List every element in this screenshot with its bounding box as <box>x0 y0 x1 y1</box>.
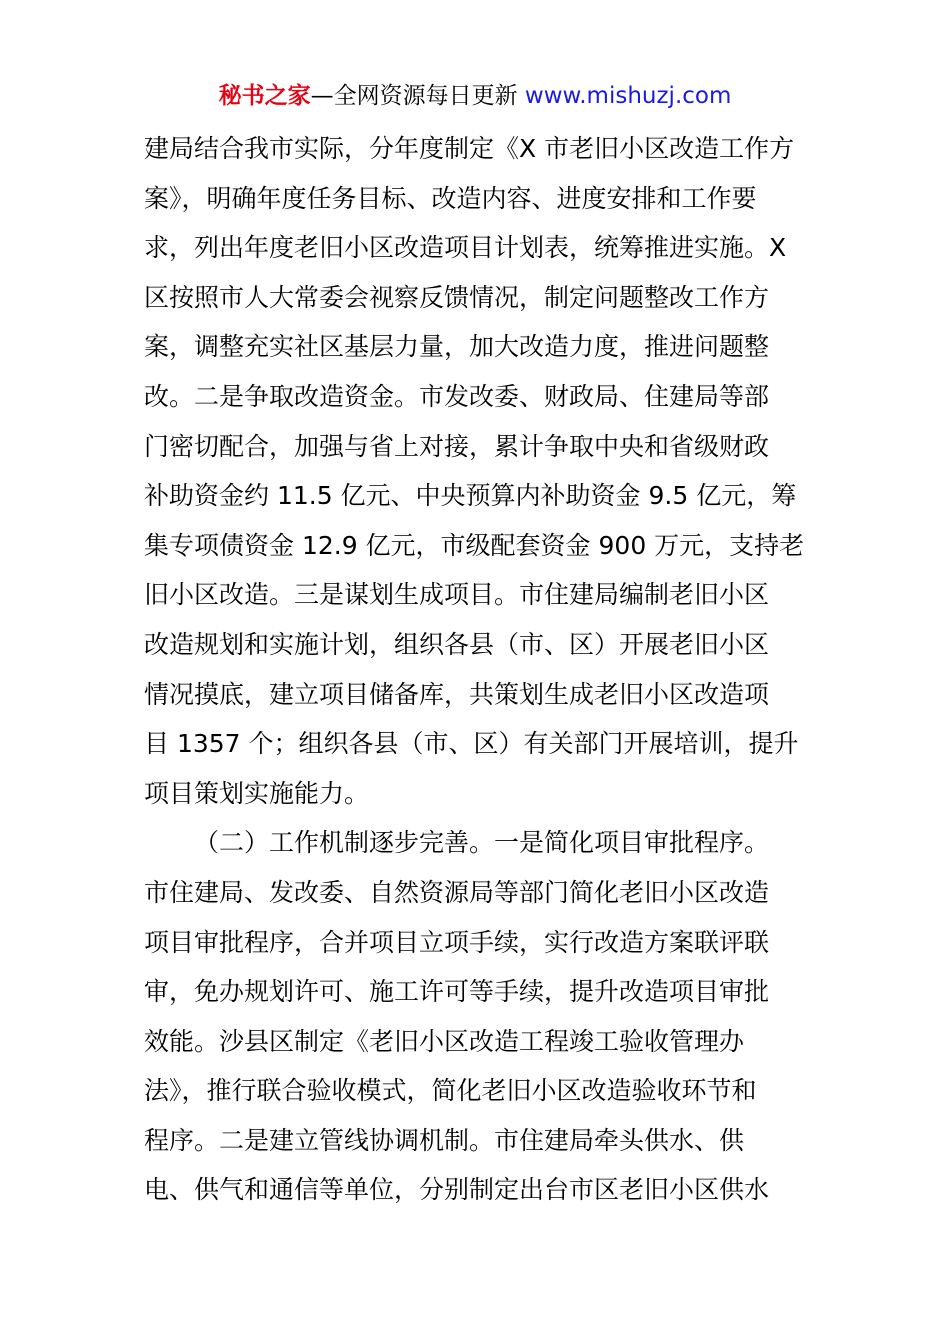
text-line: 情况摸底，建立项目储备库，共策划生成老旧小区改造项 <box>144 679 770 709</box>
section-heading-line: （二）工作机制逐步完善。一是简化项目审批程序。 <box>194 828 770 858</box>
site-url-link[interactable]: www.mishuzj.com <box>524 83 732 109</box>
text-line: 项目策划实施能力。 <box>144 778 370 808</box>
text-line: 审，免办规划许可、施工许可等手续，提升改造项目审批 <box>144 977 770 1007</box>
text-line: 电、供气和通信等单位，分别制定出台市区老旧小区供水 <box>144 1175 770 1205</box>
text-line: 法》，推行联合验收模式，简化老旧小区改造验收环节和 <box>144 1076 757 1106</box>
text-line: 目 1357 个；组织各县（市、区）有关部门开展培训，提升 <box>144 729 799 759</box>
site-tagline: —全网资源每日更新 <box>310 83 525 109</box>
site-header <box>0 80 950 112</box>
text-line: 区按照市人大常委会视察反馈情况，制定问题整改工作方 <box>144 282 770 312</box>
text-line: 集专项债资金 12.9 亿元，市级配套资金 900 万元，支持老 <box>144 530 805 560</box>
text-line: 建局结合我市实际，分年度制定《X 市老旧小区改造工作方 <box>144 134 795 163</box>
text-line: 改造规划和实施计划，组织各县（市、区）开展老旧小区 <box>144 629 770 659</box>
text-line: 项目审批程序，合并项目立项手续，实行改造方案联评联 <box>144 927 770 957</box>
text-line: 求，列出年度老旧小区改造项目计划表，统筹推进实施。X <box>144 233 787 263</box>
text-line: 案，调整充实社区基层力量，加大改造力度，推进问题整 <box>144 332 770 362</box>
site-brand: 秘书之家 <box>218 83 311 109</box>
document-body <box>144 124 814 1215</box>
text-line: 案》，明确年度任务目标、改造内容、进度安排和工作要 <box>144 183 757 213</box>
text-line: 市住建局、发改委、自然资源局等部门简化老旧小区改造 <box>144 877 770 907</box>
text-line: 效能。沙县区制定《老旧小区改造工程竣工验收管理办 <box>144 1026 745 1056</box>
text-line: 程序。二是建立管线协调机制。市住建局牵头供水、供 <box>144 1125 745 1155</box>
text-line: 门密切配合，加强与省上对接，累计争取中央和省级财政 <box>144 431 770 461</box>
text-line: 改。二是争取改造资金。市发改委、财政局、住建局等部 <box>144 381 770 411</box>
text-line: 补助资金约 11.5 亿元、中央预算内补助资金 9.5 亿元，筹 <box>144 481 797 511</box>
text-line: 旧小区改造。三是谋划生成项目。市住建局编制老旧小区 <box>144 580 770 610</box>
